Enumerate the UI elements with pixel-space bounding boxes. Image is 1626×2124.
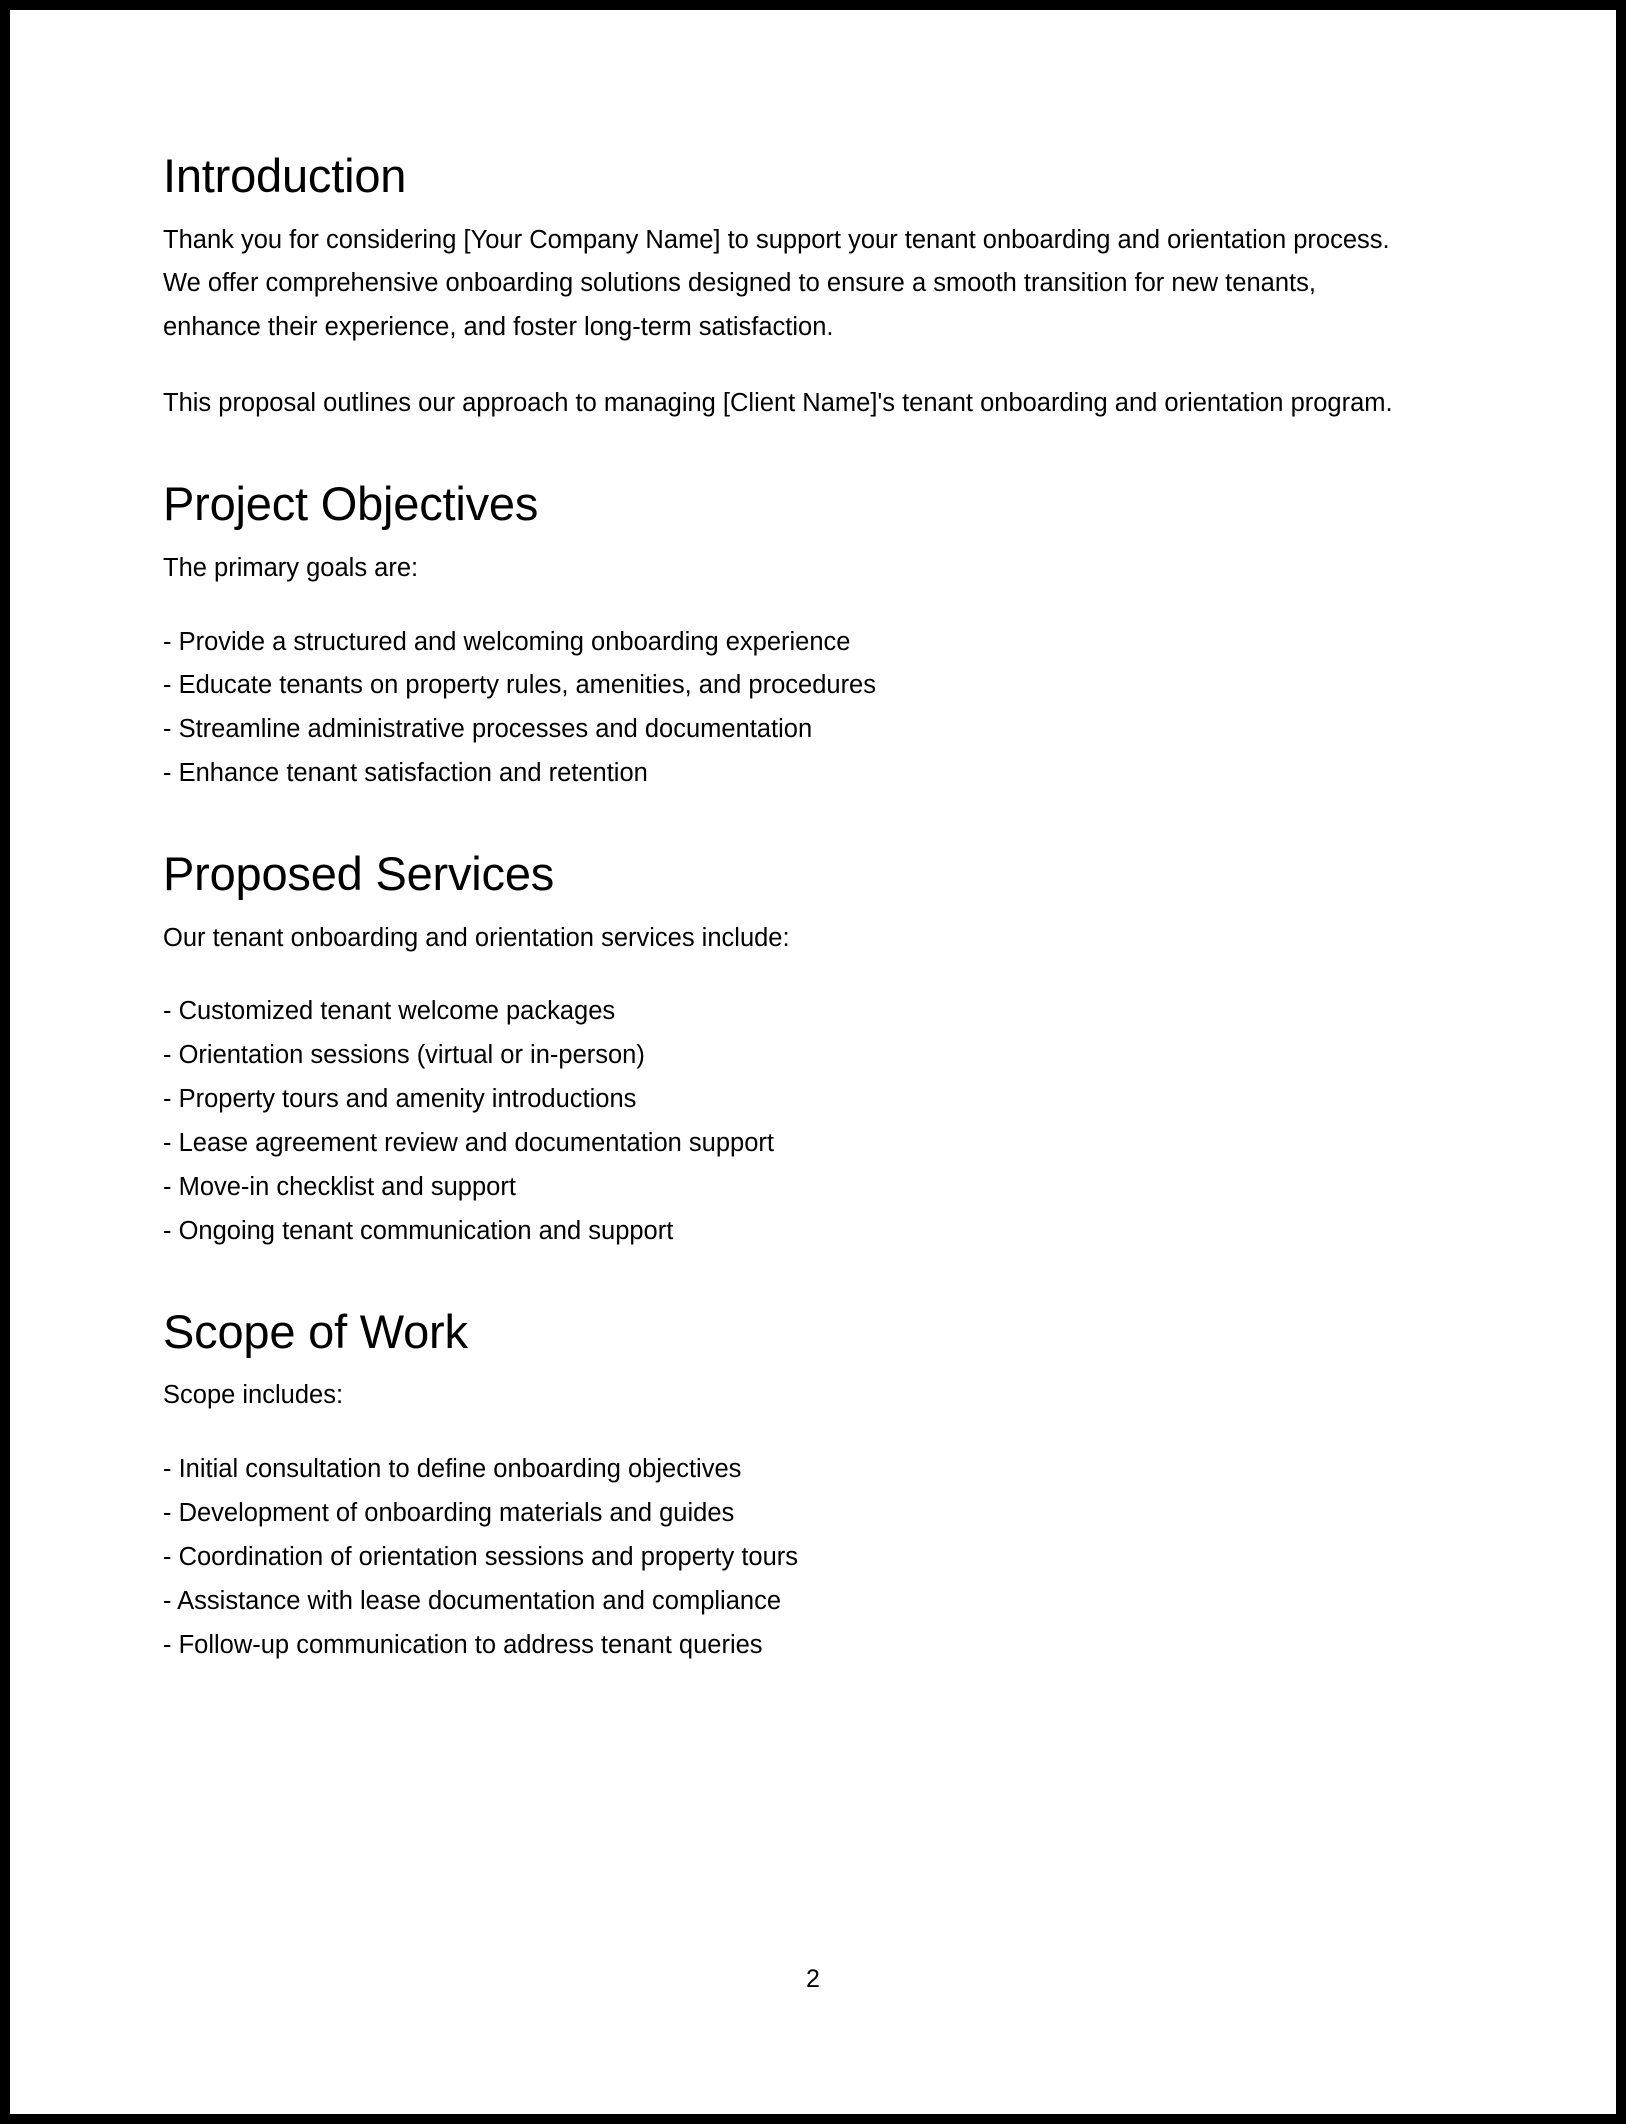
page-number: 2 xyxy=(806,1965,820,1993)
document-content xyxy=(163,150,1463,1667)
project-objectives-lead-in: The primary goals are: xyxy=(163,553,419,582)
list-item: - Initial consultation to define onboarding objectives xyxy=(163,1455,742,1484)
introduction-paragraph-1: Thank you for considering [Your Company Name] to support your tenant onboarding and orientation process. We offer comprehensive onboarding solutions designed to ensure a smooth transition for new tenants, enhance their experience, and foster long-term satisfaction. xyxy=(163,225,1390,342)
spacer xyxy=(163,426,1463,478)
list-item: - Enhance tenant satisfaction and retention xyxy=(163,759,648,788)
section-heading-scope-of-work: Scope of Work xyxy=(163,1304,468,1358)
list-item: - Streamline administrative processes and documentation xyxy=(163,715,813,744)
list-item: - Property tours and amenity introductions xyxy=(163,1085,637,1114)
spacer xyxy=(163,591,1463,621)
spacer xyxy=(163,1418,1463,1448)
list-item: - Lease agreement review and documentation support xyxy=(163,1129,774,1158)
list-item: - Customized tenant welcome packages xyxy=(163,997,616,1026)
list-item: - Ongoing tenant communication and support xyxy=(163,1216,674,1245)
section-heading-introduction: Introduction xyxy=(163,149,407,202)
scope-of-work-list xyxy=(163,1448,1463,1667)
spacer xyxy=(163,960,1463,990)
section-proposed-services xyxy=(163,848,1463,1254)
proposed-services-list xyxy=(163,990,1463,1253)
list-item: - Move-in checklist and support xyxy=(163,1172,516,1201)
list-item: - Coordination of orientation sessions and property tours xyxy=(163,1542,799,1571)
list-item: - Provide a structured and welcoming onboarding experience xyxy=(163,627,851,656)
list-item: - Orientation sessions (virtual or in-person) xyxy=(163,1041,645,1070)
list-item: - Assistance with lease documentation and compliance xyxy=(163,1586,782,1615)
section-project-objectives xyxy=(163,478,1463,796)
project-objectives-list xyxy=(163,621,1463,796)
spacer xyxy=(163,796,1463,848)
section-scope-of-work xyxy=(163,1306,1463,1668)
introduction-paragraph-2: This proposal outlines our approach to managing [Client Name]'s tenant onboarding and orientation program. xyxy=(163,389,1393,418)
list-item: - Follow-up communication to address tenant queries xyxy=(163,1630,763,1659)
list-item: - Development of onboarding materials and guides xyxy=(163,1498,735,1527)
section-heading-project-objectives: Project Objectives xyxy=(163,477,539,531)
scope-of-work-lead-in: Scope includes: xyxy=(163,1381,344,1410)
list-item: - Educate tenants on property rules, amenities, and procedures xyxy=(163,671,876,700)
proposed-services-lead-in: Our tenant onboarding and orientation services include: xyxy=(163,923,790,952)
section-heading-proposed-services: Proposed Services xyxy=(163,846,555,900)
section-introduction xyxy=(163,150,1463,426)
spacer xyxy=(163,1254,1463,1306)
